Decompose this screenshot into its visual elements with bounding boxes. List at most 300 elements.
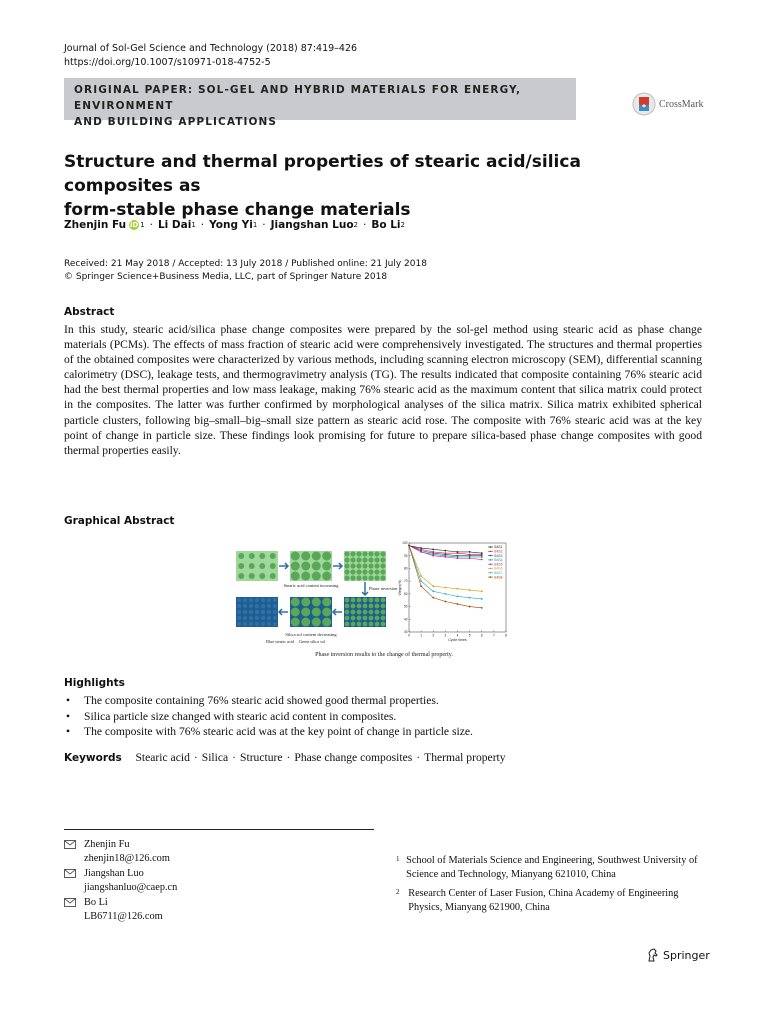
- y-tick-label: 90: [403, 553, 408, 558]
- springer-horse-icon: [646, 948, 660, 962]
- crossmark-badge[interactable]: [632, 92, 703, 116]
- particle-dot: [362, 557, 367, 562]
- legend-entry: SAS8: [494, 575, 503, 580]
- legend-blue-stearic: Blue stearic acid: [266, 639, 294, 644]
- particle-dot: [255, 598, 259, 602]
- particle-dot: [249, 610, 253, 614]
- particle-dot: [381, 598, 386, 603]
- particle-dot: [345, 604, 350, 609]
- keywords-line: [64, 750, 506, 764]
- affiliation-entry: [396, 854, 706, 881]
- journal-citation: Journal of Sol-Gel Science and Technology (2018) 87:419–426: [64, 43, 358, 54]
- highlights-list: [64, 693, 704, 740]
- data-point-SAS5: [420, 551, 422, 553]
- data-point-SAS1: [444, 550, 446, 552]
- particle-dot: [291, 598, 300, 607]
- legend-entry: SAS7: [494, 571, 503, 575]
- particle-dot: [267, 622, 271, 626]
- particle-dot: [356, 563, 361, 568]
- data-point-SAS1: [469, 551, 471, 553]
- particle-dot: [261, 622, 265, 626]
- particle-dot: [368, 569, 373, 574]
- particle-dot: [350, 557, 355, 562]
- particle-dot: [243, 610, 247, 614]
- author-name[interactable]: Bo Li: [371, 219, 401, 231]
- particle-dot: [375, 604, 380, 609]
- arrow-left-icon: [279, 609, 288, 615]
- author-separator: ·: [262, 219, 266, 231]
- y-tick-label: 30: [403, 630, 408, 635]
- particle-dot: [249, 573, 255, 579]
- contact-entry: [64, 867, 177, 894]
- particle-dot: [351, 616, 356, 621]
- affiliation-marker: 2: [400, 221, 405, 229]
- particle-dot: [351, 622, 356, 627]
- author-name[interactable]: Yong Yi: [209, 219, 253, 231]
- corresponding-authors: [64, 838, 177, 925]
- particle-dot: [381, 616, 386, 621]
- particle-dot: [261, 616, 265, 620]
- particle-dot: [345, 622, 350, 627]
- envelope-icon: [64, 840, 76, 849]
- weight-cycle-chart: [398, 541, 507, 642]
- particle-dot: [368, 563, 373, 568]
- affiliation-marker: 1: [252, 221, 258, 229]
- particle-dot: [301, 562, 310, 571]
- particle-dot: [351, 610, 356, 615]
- particle-dot: [369, 622, 374, 627]
- envelope-icon: [64, 869, 76, 878]
- abstract-text: In this study, stearic acid/silica phase change composites were prepared by the sol-gel method using stearic acid as phase change materials (PCMs). The effects of mass fraction of stearic acid were comprehensively investigated. The structures and thermal properties of the obtained composites were characterized by various methods, including scanning electron microscopy (SEM), differential scanning calorimetry (DSC), leakage tests, and thermogravimetry analysis (TG). The results indicated that composite containing 76% stearic acid had the best thermal properties and low mass leakage, making 76% stearic acid as the maximum content that silica matrix could protect in the composites. The latter was further confirmed by morphological analyses of the silica matrix. Silica matrix exhibited spherical particle clusters, following big–small–big–small size pattern as stearic acid rose. The composite with 76% stearic acid was at the key point of change in particle size. These findings look promising for future to prepare silica-based phase change composites with good thermal properties easily.: [64, 323, 702, 457]
- x-tick-label: 1: [420, 633, 423, 638]
- legend-entry: SAS2: [494, 549, 503, 554]
- particle-dot: [312, 552, 321, 561]
- bullet-icon: •: [66, 694, 71, 707]
- affiliation-text: School of Materials Science and Engineering, Southwest University of Science and Technology, Mianyang 621010, China: [406, 855, 698, 880]
- arrow-right-icon: [279, 563, 288, 569]
- keyword: Thermal property: [424, 751, 506, 764]
- particle-dot: [237, 598, 241, 602]
- author-separator: ·: [363, 219, 367, 231]
- y-tick-label: 70: [403, 579, 408, 584]
- particle-dot: [312, 618, 321, 627]
- particle-dot: [243, 598, 247, 602]
- particle-dot: [322, 552, 331, 561]
- particle-dot: [380, 563, 385, 568]
- contact-email[interactable]: zhenjin18@126.com: [84, 852, 170, 864]
- particle-dot: [238, 573, 244, 579]
- particle-dot: [351, 604, 356, 609]
- legend-green-silica: Green silica sol: [299, 639, 326, 644]
- particle-dot: [374, 575, 379, 580]
- data-point-SAS8: [469, 606, 471, 608]
- legend-marker: [490, 546, 492, 548]
- abstract-heading: Abstract: [64, 306, 115, 318]
- highlight-text: The composite containing 76% stearic acid showed good thermal properties.: [84, 694, 439, 707]
- particle-dot: [357, 604, 362, 609]
- particle-dot: [322, 572, 331, 581]
- particle-dot: [312, 598, 321, 607]
- data-point-SAS7: [444, 593, 446, 595]
- legend-marker: [490, 572, 492, 574]
- series-line-SAS1: [409, 546, 482, 554]
- affiliation-text: Research Center of Laser Fusion, China Academy of Engineering Physics, Mianyang 621900, China: [408, 888, 679, 913]
- particle-dot: [322, 562, 331, 571]
- x-tick-label: 3: [444, 633, 447, 638]
- graphical-abstract-figure: [234, 540, 534, 662]
- orcid-icon[interactable]: [129, 220, 139, 230]
- particle-dot: [344, 557, 349, 562]
- particle-dot: [363, 610, 368, 615]
- particle-dot: [237, 610, 241, 614]
- label-phase-inversion: Phase inversion: [369, 586, 398, 591]
- contact-name: Zhenjin Fu: [84, 839, 130, 850]
- affiliation-number: 2: [396, 888, 400, 896]
- contact-email[interactable]: jiangshanluo@caep.cn: [84, 881, 178, 893]
- keywords-label: Keywords: [64, 752, 122, 764]
- data-point-SAS5: [444, 556, 446, 558]
- y-tick-label: 60: [403, 591, 408, 596]
- author-name[interactable]: Li Dai: [157, 219, 192, 231]
- particle-dot: [243, 604, 247, 608]
- data-point-SAS2: [457, 552, 459, 554]
- particle-dot: [345, 616, 350, 621]
- received-accepted-line: Received: 21 May 2018 / Accepted: 13 July 2018 / Published online: 21 July 2018: [64, 259, 427, 269]
- x-tick-label: 5: [468, 633, 471, 638]
- data-point-SAS8: [420, 585, 422, 587]
- x-tick-label: 7: [492, 633, 495, 638]
- author-name[interactable]: Zhenjin Fu: [64, 219, 127, 231]
- particle-dot: [312, 572, 321, 581]
- data-point-SAS7: [457, 596, 459, 598]
- legend-marker: [490, 559, 492, 561]
- copyright-line: © Springer Science+Business Media, LLC, part of Springer Nature 2018: [64, 272, 388, 282]
- author-separator: ·: [149, 219, 153, 231]
- highlight-item: [64, 693, 704, 709]
- x-tick-label: 8: [505, 633, 507, 638]
- keyword: Structure: [240, 751, 283, 764]
- particle-dot: [356, 575, 361, 580]
- springer-logo: [646, 948, 710, 962]
- phase-panels: [236, 551, 398, 644]
- particle-dot: [351, 598, 356, 603]
- data-point-SAS7: [481, 598, 483, 600]
- particle-dot: [301, 598, 310, 607]
- contact-name: Bo Li: [84, 897, 108, 908]
- particle-dot: [374, 563, 379, 568]
- particle-dot: [345, 598, 350, 603]
- keyword-separator: ·: [416, 751, 421, 764]
- particle-dot: [357, 610, 362, 615]
- legend-marker: [490, 551, 492, 553]
- particle-dot: [356, 569, 361, 574]
- bullet-icon: •: [66, 709, 71, 723]
- highlight-text: Silica particle size changed with stearic acid content in composites.: [84, 709, 397, 723]
- particle-dot: [363, 604, 368, 609]
- arrow-right-icon: [333, 563, 342, 569]
- particle-dot: [357, 622, 362, 627]
- particle-dot: [350, 575, 355, 580]
- affiliation-number: 1: [396, 855, 400, 863]
- data-point-SAS8: [408, 545, 410, 547]
- particle-dot: [312, 562, 321, 571]
- highlight-item: [64, 709, 704, 725]
- particle-dot: [380, 557, 385, 562]
- particle-dot: [249, 598, 253, 602]
- contact-entry: [64, 838, 177, 865]
- particle-dot: [369, 604, 374, 609]
- particle-dot: [362, 563, 367, 568]
- particle-dot: [363, 616, 368, 621]
- legend-entry: SAS3: [494, 553, 503, 558]
- highlight-item: [64, 724, 704, 740]
- particle-dot: [344, 551, 349, 556]
- particle-dot: [249, 553, 255, 559]
- particle-dot: [362, 575, 367, 580]
- graphical-abstract-caption: Phase inversion results to the change of thermal property.: [315, 652, 453, 658]
- particle-dot: [238, 553, 244, 559]
- y-tick-label: 50: [403, 604, 408, 609]
- particle-dot: [255, 622, 259, 626]
- keyword: Stearic acid: [135, 751, 190, 764]
- data-point-SAS7: [432, 590, 434, 592]
- particle-dot: [375, 598, 380, 603]
- affiliation-entry: [396, 887, 706, 914]
- legend-marker: [490, 568, 492, 570]
- affiliation-marker: 1: [191, 221, 196, 229]
- particle-dot: [237, 622, 241, 626]
- arrow-left-icon: [333, 609, 342, 615]
- particle-dot: [259, 563, 265, 569]
- data-point-SAS7: [469, 597, 471, 599]
- particle-dot: [238, 563, 244, 569]
- author-list: [64, 219, 405, 231]
- bullet-icon: •: [66, 725, 71, 738]
- article-title: Structure and thermal properties of stearic acid/silica composites as form-stable phase change materials: [64, 152, 581, 220]
- particle-dot: [249, 616, 253, 620]
- orcid-letter: iD: [130, 221, 139, 229]
- data-point-SAS6: [481, 590, 483, 592]
- particle-dot: [273, 622, 277, 626]
- particle-dot: [267, 616, 271, 620]
- particle-dot: [344, 569, 349, 574]
- banner-line-1: ORIGINAL PAPER: SOL-GEL AND HYBRID MATERIALS FOR ENERGY, ENVIRONMENT: [74, 84, 522, 112]
- particle-dot: [356, 557, 361, 562]
- keyword-separator: ·: [286, 751, 291, 764]
- particle-dot: [375, 616, 380, 621]
- legend-entry: SAS4: [494, 558, 503, 563]
- footnote-rule: [64, 829, 374, 830]
- springer-label: Springer: [663, 948, 710, 962]
- particle-dot: [374, 557, 379, 562]
- data-point-SAS8: [444, 601, 446, 603]
- data-point-SAS4: [481, 556, 483, 558]
- data-point-SAS6: [444, 587, 446, 589]
- particle-dot: [291, 608, 300, 617]
- particle-dot: [249, 563, 255, 569]
- particle-dot: [261, 610, 265, 614]
- particle-dot: [369, 616, 374, 621]
- particle-dot: [273, 598, 277, 602]
- legend-marker: [490, 555, 492, 557]
- particle-dot: [357, 598, 362, 603]
- crossmark-label: CrossMark: [659, 98, 704, 110]
- contact-name: Jiangshan Luo: [84, 868, 144, 879]
- data-point-SAS1: [432, 548, 434, 550]
- particle-dot: [375, 610, 380, 615]
- contact-entry: [64, 896, 177, 923]
- x-tick-label: 4: [456, 633, 459, 638]
- doi-link[interactable]: https://doi.org/10.1007/s10971-018-4752-5: [64, 57, 271, 68]
- particle-dot: [369, 610, 374, 615]
- particle-dot: [243, 616, 247, 620]
- particle-dot: [291, 552, 300, 561]
- x-tick-label: 2: [432, 633, 435, 638]
- x-tick-label: 0: [408, 633, 410, 638]
- publication-dates: [64, 258, 427, 284]
- affiliation-marker: 1: [140, 221, 145, 229]
- particle-dot: [259, 553, 265, 559]
- particle-dot: [301, 608, 310, 617]
- data-point-SAS8: [457, 603, 459, 605]
- particle-dot: [243, 622, 247, 626]
- particle-dot: [381, 610, 386, 615]
- particle-dot: [322, 618, 331, 627]
- particle-dot: [380, 569, 385, 574]
- particle-dot: [267, 610, 271, 614]
- particle-dot: [261, 598, 265, 602]
- highlights-heading: Highlights: [64, 677, 125, 689]
- particle-dot: [259, 573, 265, 579]
- particle-dot: [322, 608, 331, 617]
- legend-entry: SAS6: [494, 566, 503, 571]
- author-separator: ·: [200, 219, 205, 231]
- legend-entry: SAS5: [494, 562, 503, 567]
- particle-dot: [270, 553, 276, 559]
- arrow-down-icon: [362, 582, 368, 595]
- particle-dot: [291, 572, 300, 581]
- particle-dot: [368, 551, 373, 556]
- author-name[interactable]: Jiangshan Luo: [270, 219, 354, 231]
- data-point-SAS7: [420, 580, 422, 582]
- particle-dot: [374, 551, 379, 556]
- legend-marker: [490, 563, 492, 565]
- particle-dot: [273, 604, 277, 608]
- particle-dot: [350, 551, 355, 556]
- particle-dot: [267, 604, 271, 608]
- data-point-SAS5: [432, 555, 434, 557]
- particle-dot: [345, 610, 350, 615]
- data-point-SAS5: [481, 559, 483, 561]
- particle-dot: [374, 569, 379, 574]
- particle-dot: [249, 622, 253, 626]
- affiliations: [396, 854, 706, 920]
- y-axis-label: Weight(%): [398, 579, 402, 596]
- envelope-icon: [64, 898, 76, 907]
- particle-dot: [273, 616, 277, 620]
- affiliation-marker: 2: [353, 221, 359, 229]
- particle-dot: [291, 618, 300, 627]
- label-stearic-increasing: Stearic acid content increasing: [283, 583, 339, 588]
- particle-dot: [270, 563, 276, 569]
- particle-dot: [381, 604, 386, 609]
- particle-dot: [301, 572, 310, 581]
- particle-dot: [369, 598, 374, 603]
- data-point-SAS5: [469, 557, 471, 559]
- particle-dot: [357, 616, 362, 621]
- data-point-SAS6: [432, 585, 434, 587]
- particle-dot: [249, 604, 253, 608]
- particle-dot: [350, 563, 355, 568]
- y-tick-label: 80: [403, 566, 408, 571]
- particle-dot: [368, 557, 373, 562]
- particle-dot: [267, 598, 271, 602]
- particle-dot: [362, 551, 367, 556]
- particle-dot: [368, 575, 373, 580]
- data-point-SAS6: [420, 575, 422, 577]
- x-tick-label: 6: [480, 633, 483, 638]
- banner-line-2: AND BUILDING APPLICATIONS: [74, 116, 278, 128]
- y-tick-label: 40: [403, 617, 408, 622]
- particle-dot: [291, 562, 300, 571]
- data-point-SAS5: [457, 557, 459, 559]
- journal-header: [64, 42, 357, 70]
- crossmark-icon: [632, 92, 656, 116]
- particle-dot: [380, 575, 385, 580]
- graphical-abstract-heading: Graphical Abstract: [64, 515, 175, 527]
- particle-dot: [273, 610, 277, 614]
- article-type-banner: [64, 78, 576, 128]
- data-point-SAS6: [457, 588, 459, 590]
- particle-dot: [375, 622, 380, 627]
- contact-email[interactable]: LB6711@126.com: [84, 910, 163, 922]
- label-silica-decreasing: Silica sol content decreasing: [285, 632, 337, 637]
- legend-entry: SAS1: [494, 545, 503, 550]
- particle-dot: [322, 598, 331, 607]
- keyword: Phase change composites: [294, 751, 413, 764]
- particle-dot: [363, 598, 368, 603]
- data-point-SAS8: [432, 597, 434, 599]
- particle-dot: [301, 552, 310, 561]
- particle-dot: [255, 610, 259, 614]
- particle-dot: [362, 569, 367, 574]
- particle-dot: [350, 569, 355, 574]
- particle-dot: [380, 551, 385, 556]
- particle-dot: [363, 622, 368, 627]
- particle-dot: [344, 575, 349, 580]
- keyword-separator: ·: [193, 751, 198, 764]
- particle-dot: [301, 618, 310, 627]
- particle-dot: [255, 616, 259, 620]
- x-axis-label: Cycle times: [448, 638, 467, 642]
- y-tick-label: 100: [402, 541, 408, 546]
- particle-dot: [381, 622, 386, 627]
- particle-dot: [237, 604, 241, 608]
- particle-dot: [356, 551, 361, 556]
- legend-marker: [490, 576, 492, 578]
- particle-dot: [312, 608, 321, 617]
- particle-dot: [237, 616, 241, 620]
- particle-dot: [270, 573, 276, 579]
- particle-dot: [261, 604, 265, 608]
- highlight-text: The composite with 76% stearic acid was at the key point of change in particle size.: [84, 725, 473, 738]
- particle-dot: [344, 563, 349, 568]
- keyword: Silica: [201, 751, 229, 764]
- keyword-separator: ·: [232, 751, 237, 764]
- particle-dot: [255, 604, 259, 608]
- data-point-SAS8: [481, 607, 483, 609]
- data-point-SAS6: [469, 589, 471, 591]
